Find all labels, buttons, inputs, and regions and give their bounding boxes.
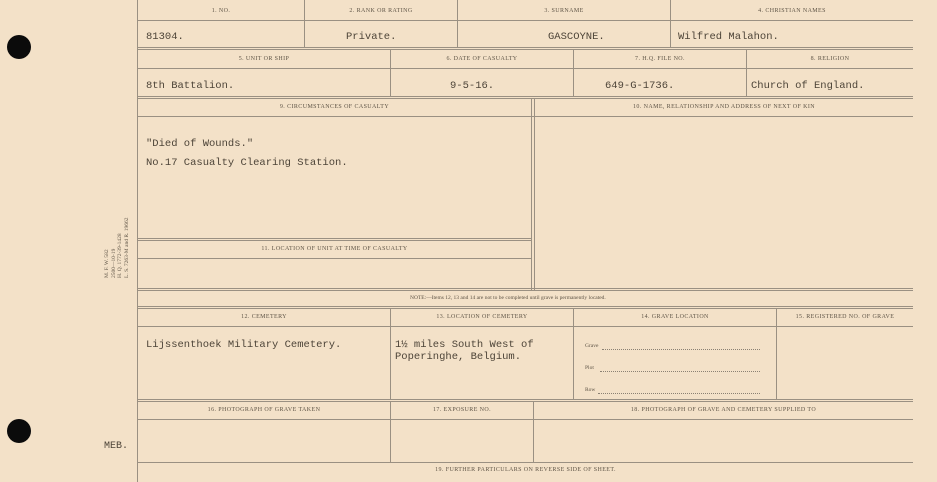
rule	[138, 290, 913, 291]
rule	[138, 308, 913, 309]
rule	[138, 306, 913, 307]
rule	[138, 258, 531, 259]
row-line	[598, 393, 760, 394]
rule	[531, 98, 532, 290]
value-file: 649-G-1736.	[605, 80, 675, 92]
rule	[138, 68, 913, 69]
header-cemetery: 12. CEMETERY	[241, 314, 287, 320]
value-christian: Wilfred Malahon.	[678, 31, 779, 43]
note: NOTE:—Items 12, 13 and 14 are not to be completed until grave is permanently located.	[410, 295, 606, 301]
header-rank: 2. RANK OR RATING	[349, 8, 413, 14]
header-no: 1. NO.	[211, 8, 231, 14]
rule	[138, 401, 913, 402]
value-surname: GASCOYNE.	[548, 31, 605, 43]
value-circumstances-2: No.17 Casualty Clearing Station.	[146, 157, 348, 169]
rule	[138, 419, 913, 420]
value-date: 9-5-16.	[450, 80, 495, 92]
rule	[138, 96, 913, 97]
rule	[138, 240, 531, 241]
header-file: 7. H.Q. FILE NO.	[635, 56, 685, 62]
value-no: 81304.	[146, 31, 184, 43]
label-plot: Plot	[585, 365, 594, 371]
header-location-cemetery: 13. LOCATION OF CEMETERY	[436, 314, 528, 320]
label-grave: Grave	[585, 343, 599, 349]
rule	[776, 308, 777, 399]
value-location-1: 1½ miles South West of	[395, 339, 534, 351]
value-location-2: Poperinghe, Belgium.	[395, 351, 522, 363]
grave-line	[602, 349, 760, 350]
header-christian: 4. CHRISTIAN NAMES	[758, 8, 826, 14]
value-rank: Private.	[346, 31, 397, 43]
value-religion: Church of England.	[751, 80, 865, 92]
punch-hole-top	[7, 35, 31, 59]
header-unit: 5. UNIT OR SHIP	[238, 56, 290, 62]
header-exposure: 17. EXPOSURE NO.	[432, 407, 492, 413]
rule	[138, 98, 913, 99]
rule	[573, 308, 574, 399]
plot-line	[600, 371, 760, 372]
rule	[390, 308, 391, 399]
rule	[138, 116, 913, 117]
clerk-initials: MEB.	[104, 441, 129, 452]
rule	[138, 399, 913, 400]
value-circumstances-1: "Died of Wounds."	[146, 138, 254, 150]
rule	[534, 98, 535, 290]
rule	[138, 49, 913, 50]
rule	[138, 20, 913, 21]
rule	[138, 326, 913, 327]
punch-hole-bottom	[7, 419, 31, 443]
further-particulars: 19. FURTHER PARTICULARS ON REVERSE SIDE OF SHEET.	[435, 467, 616, 473]
rule	[138, 462, 913, 463]
header-kin: 10. NAME, RELATIONSHIP AND ADDRESS OF NEXT OF KIN	[633, 104, 815, 110]
header-grave-location: 14. GRAVE LOCATION	[641, 314, 709, 320]
header-registered: 15. REGISTERED NO. OF GRAVE	[795, 314, 895, 320]
header-date: 6. DATE OF CASUALTY	[446, 56, 518, 62]
header-religion: 8. RELIGION	[810, 56, 850, 62]
value-unit: 8th Battalion.	[146, 80, 235, 92]
header-circumstances: 9. CIRCUMSTANCES OF CASUALTY	[279, 104, 390, 110]
rule	[138, 288, 913, 289]
header-photo-supplied: 18. PHOTOGRAPH OF GRAVE AND CEMETERY SUPPLIED TO	[630, 407, 817, 413]
header-photo-taken: 16. PHOTOGRAPH OF GRAVE TAKEN	[207, 407, 321, 413]
rule	[138, 238, 531, 239]
label-row: Row	[585, 387, 596, 393]
header-surname: 3. SURNAME	[544, 8, 584, 14]
value-cemetery: Lijssenthoek Military Cemetery.	[146, 339, 342, 351]
form-code: M. F. W. 582 2500—10-19 H. Q. 1772-39-1428 L. S. 7263-M and R. 19662	[104, 217, 130, 278]
rule	[138, 47, 913, 48]
header-location-unit: 11. LOCATION OF UNIT AT TIME OF CASUALTY	[261, 246, 408, 252]
